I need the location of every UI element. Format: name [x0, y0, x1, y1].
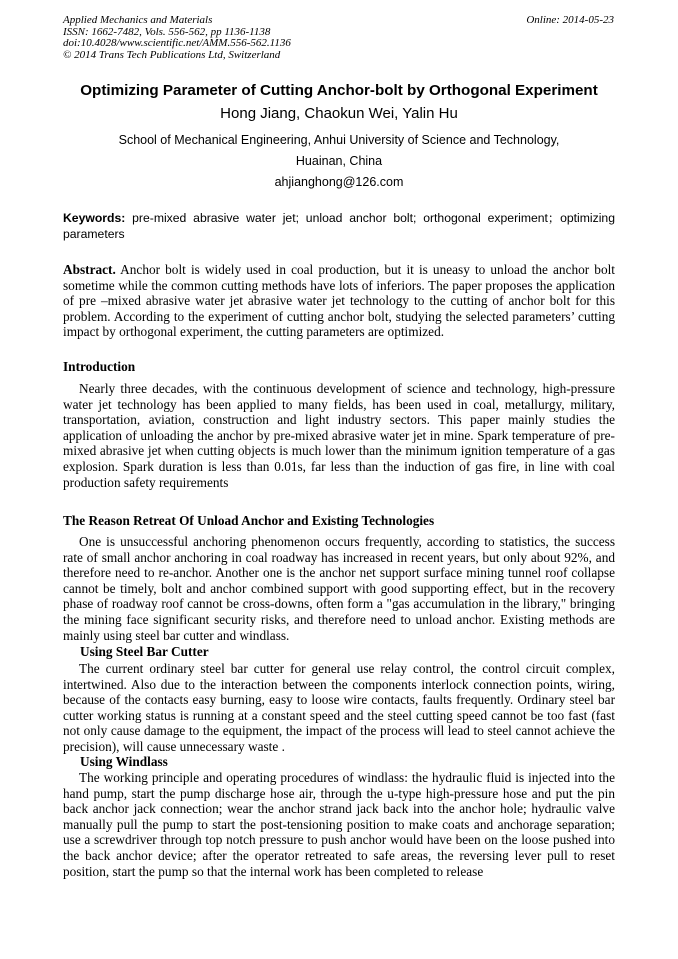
affiliation-line-1: School of Mechanical Engineering, Anhui University of Science and Technology,: [118, 133, 560, 147]
paper-authors: Hong Jiang, Chaokun Wei, Yalin Hu: [220, 105, 458, 122]
abstract-text: Anchor bolt is widely used in coal production, but it is uneasy to unload the anchor bolt sometime while the common cutting methods have lots of inferiors. The paper proposes the application of pre –mixed abrasive water jet abrasive water jet technology to the cutting of anchor bolt for this problem. According to the experiment of cutting anchor bolt, studying the selected parameters’ cutting impact by orthogonal experiment, the cutting parameters are optimized.: [63, 262, 615, 340]
reason-paragraph: One is unsuccessful anchoring phenomenon occurs frequently, according to statistics, the success rate of small anchor anchoring in coal roadway has increased in recent years, but only about 92%, and therefore need to re-anchor. Another one is the anchor net support surface mining tunnel roof collapse cannot be timely, bolt and anchor combined support with good supporting effect, but in the recovery phase of roadway roof cannot be cross-downs, often form a "gas accumulation in the library," bringing the mining face significant security risks, and therefore need to unload anchor. Existing methods are mainly using steel bar cutter and windlass.: [63, 534, 615, 643]
section-heading-introduction: Introduction: [63, 359, 136, 374]
abstract-block: [63, 262, 615, 340]
subsection-heading-windlass: Using Windlass: [80, 754, 168, 769]
paper-title: Optimizing Parameter of Cutting Anchor-bolt by Orthogonal Experiment: [80, 82, 598, 99]
issn-line: ISSN: 1662-7482, Vols. 556-562, pp 1136-1138: [63, 25, 271, 38]
windlass-paragraph: The working principle and operating procedures of windlass: the hydraulic fluid is injected into the hand pump, start the pump discharge hose air, through the u-type high-pressure hose and put the pin back anchor jack connection; wear the anchor strand jack back into the anchor hole; hydraulic valve manually pull the pump to start the post-tensioning position to make coats and anchorage separation; use a screwdriver through top notch pressure to push anchor would have been on the loose pushed into the back anchor device; after the operator retreated to safe areas, the reversing lever pull to reset position, start the pump so that the internal work has been completed to release: [63, 770, 615, 879]
section-heading-reason: The Reason Retreat Of Unload Anchor and Existing Technologies: [63, 513, 435, 528]
affiliation-line-2: Huainan, China: [295, 154, 383, 168]
keywords-block: [63, 210, 615, 242]
steel-bar-cutter-paragraph: The current ordinary steel bar cutter for general use relay control, the control circuit complex, intertwined. Also due to the interaction between the components interlock connection points, wiring, because of the contacts easy burning, easy to loose wire contacts, faults frequently. Ordinary steel bar cutter working status is running at a constant speed and the steel cutting speed cannot be too fast (fast not only cause damage to the equipment, the impact of the process will lead to steel cannot achieve the precision), will cause unnecessary waste .: [63, 661, 615, 754]
journal-header: [63, 15, 291, 61]
journal-name: Applied Mechanics and Materials: [63, 14, 213, 26]
keywords-text: pre-mixed abrasive water jet; unload anchor bolt; orthogonal experiment；optimizing parameters: [63, 211, 615, 241]
online-date: Online: 2014-05-23: [526, 14, 614, 26]
author-email: ahjianghong@126.com: [274, 175, 404, 189]
keywords-label: Keywords:: [63, 211, 126, 225]
doi-line: doi:10.4028/www.scientific.net/AMM.556-562.1136: [63, 37, 291, 50]
abstract-label: Abstract.: [63, 262, 116, 277]
introduction-paragraph: Nearly three decades, with the continuous development of science and technology, high-pressure water jet technology has been applied to many fields, has been used in coal, metallurgy, military, transportation, aviation, construction and light industry sectors. This paper mainly studies the application of unloading the anchor by pre-mixed abrasive water jet in mine. Spark temperature of pre-mixed abrasive jet when cutting objects is much lower than the minimum ignition temperature of a gas explosion. Spark duration is less than 0.01s, far less than the induction of gas fire, in line with coal production safety requirements: [63, 381, 615, 490]
copyright-line: © 2014 Trans Tech Publications Ltd, Switzerland: [63, 48, 281, 61]
subsection-heading-steel-bar-cutter: Using Steel Bar Cutter: [80, 644, 209, 659]
